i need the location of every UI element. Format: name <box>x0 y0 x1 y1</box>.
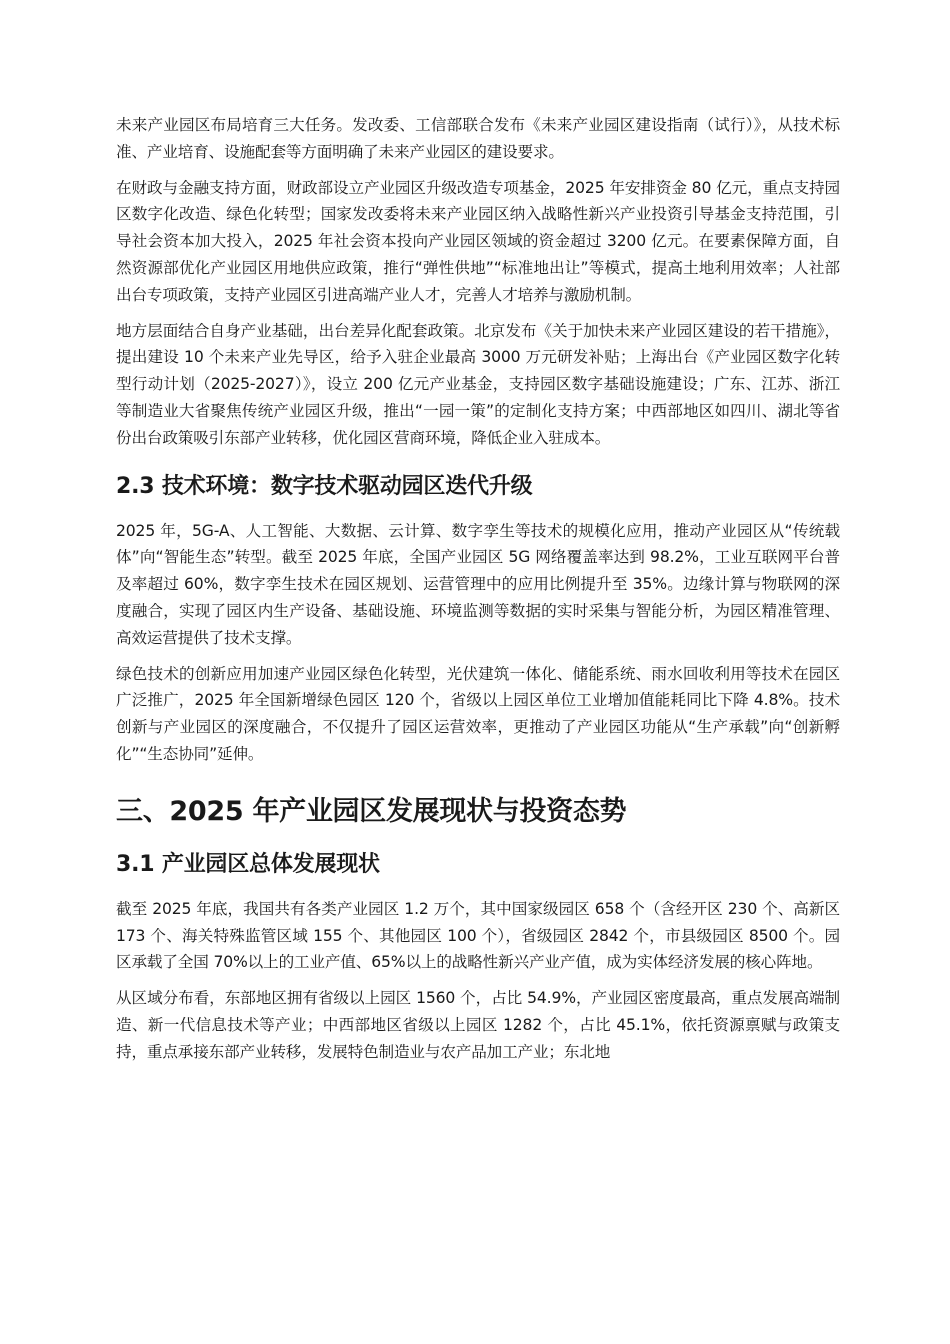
chapter-heading-3: 三、2025 年产业园区发展现状与投资态势 <box>116 795 627 827</box>
section-heading-2-3: 2.3 技术环境：数字技术驱动园区迭代升级 <box>116 473 533 499</box>
paragraph-green-tech: 绿色技术的创新应用加速产业园区绿色化转型，光伏建筑一体化、储能系统、雨水回收利用等技术在园区广泛推广，2025 年全国新增绿色园区 120 个，省级以上园区单位工业增加值能耗同比下降 4.8%。技术创新与产业园区的深度融合，不仅提升了园区运营效率，更推动了产业园区功能从“生产承载”向“创新孵化”“生态协同”延伸。 <box>116 664 840 763</box>
section-heading-3-1: 3.1 产业园区总体发展现状 <box>116 851 380 877</box>
document-page <box>116 112 840 1075</box>
paragraph-park-overview: 截至 2025 年底，我国共有各类产业园区 1.2 万个，其中国家级园区 658 个（含经开区 230 个、高新区 173 个、海关特殊监管区域 155 个、其他园区 100 个），省级园区 2842 个，市县级园区 8500 个。园区承载了全国 70%以上的工业产值、65%以上的战略性新兴产业产值，成为实体经济发展的核心阵地。 <box>116 899 840 972</box>
paragraph-regional-distribution: 从区域分布看，东部地区拥有省级以上园区 1560 个，占比 54.9%，产业园区密度最高，重点发展高端制造、新一代信息技术等产业；中西部地区省级以上园区 1282 个，占比 45.1%，依托资源禀赋与政策支持，重点承接东部产业转移，发展特色制造业与农产品加工产业；东北地 <box>116 989 840 1061</box>
paragraph-finance-support: 在财政与金融支持方面，财政部设立产业园区升级改造专项基金，2025 年安排资金 80 亿元，重点支持园区数字化改造、绿色化转型；国家发改委将未来产业园区纳入战略性新兴产业投资引导基金支持范围，引导社会资本加大投入，2025 年社会资本投向产业园区领域的资金超过 3200 亿元。在要素保障方面，自然资源部优化产业园区用地供应政策，推行“弹性供地”“标准地出让”等模式，提高土地利用效率；人社部出台专项政策，支持产业园区引进高端产业人才，完善人才培养与激励机制。 <box>116 178 840 304</box>
paragraph-digital-tech: 2025 年，5G-A、人工智能、大数据、云计算、数字孪生等技术的规模化应用，推动产业园区从“传统载体”向“智能生态”转型。截至 2025 年底，全国产业园区 5G 网络覆盖率达到 98.2%，工业互联网平台普及率超过 60%，数字孪生技术在园区规划、运营管理中的应用比例提升至 35%。边缘计算与物联网的深度融合，实现了园区内生产设备、基础设施、环境监测等数据的实时采集与智能分析，为园区精准管理、高效运营提供了技术支撑。 <box>116 521 840 647</box>
paragraph-policy-guide: 未来产业园区布局培育三大任务。发改委、工信部联合发布《未来产业园区建设指南（试行）》，从技术标准、产业培育、设施配套等方面明确了未来产业园区的建设要求。 <box>116 116 840 161</box>
paragraph-local-policy: 地方层面结合自身产业基础，出台差异化配套政策。北京发布《关于加快未来产业园区建设的若干措施》，提出建设 10 个未来产业先导区，给予入驻企业最高 3000 万元研发补贴；上海出台《产业园区数字化转型行动计划（2025-2027）》，设立 200 亿元产业基金，支持园区数字基础设施建设；广东、江苏、浙江等制造业大省聚焦传统产业园区升级，推出“一园一策”的定制化支持方案；中西部地区如四川、湖北等省份出台政策吸引东部产业转移，优化园区营商环境，降低企业入驻成本。 <box>116 321 840 447</box>
